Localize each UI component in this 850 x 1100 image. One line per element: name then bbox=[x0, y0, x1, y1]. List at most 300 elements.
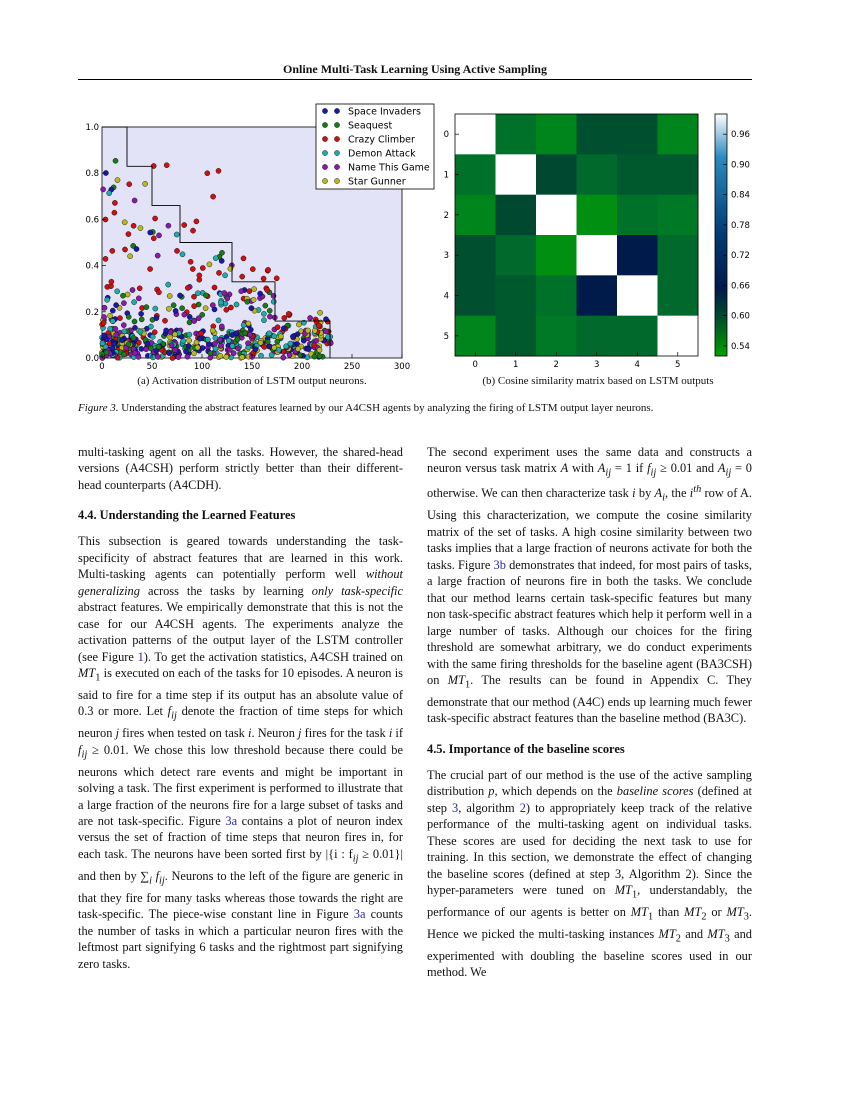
scatter-point bbox=[120, 338, 125, 343]
scatter-point bbox=[170, 355, 175, 360]
scatter-point bbox=[247, 289, 252, 294]
scatter-point bbox=[275, 339, 280, 344]
colorbar-tick-label: 0.66 bbox=[731, 281, 750, 292]
heatmap-y-tick-label: 2 bbox=[443, 210, 449, 221]
scatter-point bbox=[120, 293, 125, 298]
scatter-point bbox=[121, 323, 126, 328]
scatter-point bbox=[250, 267, 255, 272]
scatter-point bbox=[317, 353, 322, 358]
scatter-point bbox=[107, 313, 112, 318]
scatter-point bbox=[186, 343, 191, 348]
scatter-point bbox=[122, 329, 127, 334]
scatter-point bbox=[131, 223, 136, 228]
heatmap-cell bbox=[496, 235, 537, 276]
heatmap-y-tick-label: 3 bbox=[443, 251, 449, 262]
heatmap-cell bbox=[455, 235, 496, 276]
legend-label: Star Gunner bbox=[348, 176, 406, 188]
scatter-point bbox=[308, 315, 313, 320]
step-3-link[interactable]: 3 bbox=[452, 800, 459, 815]
scatter-point bbox=[223, 273, 228, 278]
legend-marker bbox=[334, 108, 339, 113]
scatter-point bbox=[162, 318, 167, 323]
scatter-point bbox=[107, 191, 112, 196]
heatmap-x-tick-label: 4 bbox=[634, 360, 640, 370]
left-paragraph-2: This subsection is geared towards understanding the task-specificity of abstract features that are learned in this work. Multi-tasking agents can potentially perform well without generalizing across the tasks by learning only task-specific abstract features. We empirically demonstrate that this is not the case for our A4CSH agents. The experiments analyze the activation patterns of the output layer of the LSTM controller (see Figure 1). To get the activation statistics, A4CSH trained on $MT_1$ is executed on each of the tasks for 10 episodes. A neuron is said to fire for a time step if its output has an absolute value of 0.3 or more. Let $f_{ij}$ denote the fraction of time steps for which neuron j fires when tested on task i. Neuron j fires for the task i if $f_{ij} \ge 0.01$. We chose this low threshold because there could be neurons which detect rare events and might be important in solving a task. The first experiment is performed to illustrate that a large fraction of the neurons fire for a large subset of tasks and are not task-specific. Figure 3a contains a plot of neuron index versus the set of fraction of time steps that neuron fires in, for each task. The neurons have been sorted first by |{i : $f_{ij} \ge 0.01\}|$ and then by $\sum_i$ $f_{ij}$. Neurons to the left of the figure are generic in that they fire for many tasks whereas those towards the right are task-specific. The piece-wise constant line in Figure 3a counts the number of tasks in which a particular neuron fires with the leftmost part signifying 6 tasks and the rightmost part signifying zero tasks. bbox=[78, 534, 404, 971]
scatter-point bbox=[114, 303, 119, 308]
scatter-point bbox=[155, 253, 160, 258]
scatter-point bbox=[156, 233, 161, 238]
scatter-point bbox=[151, 236, 156, 241]
scatter-point bbox=[282, 315, 287, 320]
legend-label: Crazy Climber bbox=[348, 134, 415, 146]
heatmap-cell bbox=[617, 195, 658, 236]
subcaption-b: (b) Cosine similarity matrix based on LSTM outputs bbox=[482, 375, 714, 387]
colorbar-tick-label: 0.84 bbox=[731, 190, 750, 201]
scatter-point bbox=[240, 355, 245, 360]
heatmap-cell bbox=[577, 275, 618, 316]
scatter-point bbox=[187, 332, 192, 337]
scatter-y-tick-label: 0.8 bbox=[85, 169, 99, 180]
scatter-y-tick-label: 0.0 bbox=[85, 354, 99, 364]
scatter-point bbox=[224, 354, 229, 359]
scatter-point bbox=[276, 347, 281, 352]
legend-marker bbox=[322, 178, 327, 183]
scatter-chart bbox=[85, 104, 434, 372]
scatter-point bbox=[210, 328, 215, 333]
heatmap-cell bbox=[455, 275, 496, 316]
legend-marker bbox=[322, 108, 327, 113]
legend-marker bbox=[322, 136, 327, 141]
scatter-point bbox=[182, 312, 187, 317]
heatmap-cell bbox=[455, 114, 496, 155]
scatter-point bbox=[191, 294, 196, 299]
legend-marker bbox=[334, 178, 339, 183]
scatter-point bbox=[156, 290, 161, 295]
scatter-point bbox=[143, 181, 148, 186]
scatter-point bbox=[114, 332, 119, 337]
scatter-point bbox=[183, 349, 188, 354]
heatmap-y-tick-label: 0 bbox=[443, 130, 449, 141]
scatter-point bbox=[267, 314, 272, 319]
scatter-y-tick-label: 0.2 bbox=[85, 307, 99, 318]
scatter-point bbox=[212, 341, 217, 346]
section-heading-4-4: 4.4. Understanding the Learned Features bbox=[78, 508, 296, 523]
right-paragraph-2: The crucial part of our method is the use of the active sampling distribution p, which depends on the baseline scores (defined at step 3, algorithm 2) to appropriately keep track of the relative performance of the multi-tasking agent on individual tasks. These scores are used for deciding the next task to use for training. In this section, we demonstrate the effect of changing the baseline scores (defined at step 3, Algorithm 2). Since the hyper-parameters were tuned on $MT_1$, understandably, the performance of our agents is better on $MT_1$ than $MT_2$ or $MT_3$. Hence we picked the multi-tasking instances $MT_2$ and $MT_3$ and experimented with doubling the baseline scores used in our method. We bbox=[427, 767, 753, 980]
heatmap-cell bbox=[617, 235, 658, 276]
scatter-point bbox=[258, 291, 263, 296]
scatter-point bbox=[239, 289, 244, 294]
heatmap-cell bbox=[658, 235, 699, 276]
scatter-point bbox=[194, 340, 199, 345]
scatter-point bbox=[192, 304, 197, 309]
scatter-point bbox=[324, 329, 329, 334]
heatmap-cell bbox=[496, 316, 537, 357]
scatter-point bbox=[216, 318, 221, 323]
scatter-point bbox=[134, 246, 139, 251]
scatter-point bbox=[139, 317, 144, 322]
scatter-x-tick-label: 50 bbox=[146, 362, 158, 372]
scatter-point bbox=[101, 187, 106, 192]
scatter-point bbox=[113, 158, 118, 163]
scatter-point bbox=[245, 341, 250, 346]
scatter-point bbox=[240, 274, 245, 279]
scatter-point bbox=[187, 320, 192, 325]
figure-3b-link[interactable]: 3b bbox=[493, 557, 506, 572]
legend-label: Demon Attack bbox=[348, 148, 416, 160]
scatter-point bbox=[318, 310, 323, 315]
heatmap-cell bbox=[617, 275, 658, 316]
colorbar-tick-label: 0.60 bbox=[731, 311, 750, 322]
scatter-point bbox=[103, 256, 108, 261]
heatmap-x-tick-label: 1 bbox=[513, 360, 519, 370]
scatter-point bbox=[190, 228, 195, 233]
scatter-point bbox=[185, 285, 190, 290]
scatter-point bbox=[136, 340, 141, 345]
scatter-point bbox=[265, 339, 270, 344]
left-column bbox=[78, 444, 403, 978]
heatmap-cells bbox=[455, 114, 699, 357]
colorbar-tick-label: 0.90 bbox=[731, 160, 750, 171]
scatter-point bbox=[177, 293, 182, 298]
scatter-point bbox=[213, 346, 218, 351]
scatter-point bbox=[192, 318, 197, 323]
scatter-y-tick-label: 0.6 bbox=[85, 215, 99, 226]
figure-caption-label: Figure 3. bbox=[78, 402, 119, 414]
scatter-point bbox=[121, 301, 126, 306]
scatter-point bbox=[148, 230, 153, 235]
figure-3 bbox=[0, 0, 850, 400]
heatmap-cell bbox=[658, 195, 699, 236]
heatmap-cell bbox=[496, 154, 537, 195]
scatter-point bbox=[121, 352, 126, 357]
heatmap-cell bbox=[658, 154, 699, 195]
heatmap-cell bbox=[658, 275, 699, 316]
colorbar-tick-label: 0.72 bbox=[731, 251, 750, 262]
subcaption-a: (a) Activation distribution of LSTM output neurons. bbox=[137, 375, 367, 387]
scatter-point bbox=[262, 344, 267, 349]
scatter-point bbox=[171, 303, 176, 308]
scatter-point bbox=[248, 332, 253, 337]
scatter-point bbox=[235, 346, 240, 351]
scatter-point bbox=[288, 341, 293, 346]
scatter-point bbox=[148, 324, 153, 329]
scatter-x-tick-label: 250 bbox=[343, 362, 361, 372]
scatter-point bbox=[263, 303, 268, 308]
scatter-point bbox=[252, 287, 257, 292]
scatter-point bbox=[203, 293, 208, 298]
scatter-point bbox=[167, 293, 172, 298]
scatter-point bbox=[199, 331, 204, 336]
figure-3a-link-2[interactable]: 3a bbox=[353, 907, 366, 922]
scatter-point bbox=[156, 354, 161, 359]
scatter-point bbox=[115, 289, 120, 294]
figure-caption-text: Understanding the abstract features learned by our A4CSH agents by analyzing the firing of LSTM output layer neurons. bbox=[118, 402, 654, 414]
scatter-point bbox=[130, 287, 135, 292]
scatter-point bbox=[253, 347, 258, 352]
scatter-point bbox=[234, 302, 239, 307]
colorbar-tick-label: 0.96 bbox=[731, 130, 750, 141]
figure-caption bbox=[78, 402, 758, 414]
scatter-point bbox=[205, 337, 210, 342]
heatmap-cell bbox=[617, 114, 658, 155]
scatter-point bbox=[287, 352, 292, 357]
scatter-point bbox=[110, 308, 115, 313]
scatter-point bbox=[104, 350, 109, 355]
heatmap-cell bbox=[536, 154, 577, 195]
scatter-point bbox=[241, 256, 246, 261]
colorbar bbox=[715, 114, 727, 356]
scatter-point bbox=[216, 168, 221, 173]
scatter-point bbox=[176, 355, 181, 360]
scatter-x-tick-label: 150 bbox=[243, 362, 261, 372]
scatter-point bbox=[197, 273, 202, 278]
scatter-point bbox=[166, 306, 171, 311]
scatter-point bbox=[269, 352, 274, 357]
heatmap-cell bbox=[577, 316, 618, 357]
scatter-point bbox=[246, 321, 251, 326]
scatter-point bbox=[225, 296, 230, 301]
scatter-point bbox=[281, 326, 286, 331]
scatter-point bbox=[251, 297, 256, 302]
scatter-point bbox=[200, 265, 205, 270]
legend-marker bbox=[334, 150, 339, 155]
scatter-point bbox=[128, 254, 133, 259]
scatter-point bbox=[110, 346, 115, 351]
scatter-point bbox=[166, 223, 171, 228]
scatter-point bbox=[112, 200, 117, 205]
scatter-point bbox=[190, 266, 195, 271]
heatmap-cell bbox=[577, 235, 618, 276]
scatter-point bbox=[173, 348, 178, 353]
scatter-point bbox=[317, 348, 322, 353]
scatter-point bbox=[115, 178, 120, 183]
scatter-point bbox=[166, 282, 171, 287]
scatter-point bbox=[316, 323, 321, 328]
scatter-point bbox=[100, 341, 105, 346]
scatter-point bbox=[328, 341, 333, 346]
scatter-point bbox=[153, 216, 158, 221]
legend-label: Space Invaders bbox=[348, 106, 421, 118]
scatter-point bbox=[213, 335, 218, 340]
scatter-point bbox=[249, 306, 254, 311]
heatmap-cell bbox=[658, 114, 699, 155]
heatmap-cell bbox=[536, 275, 577, 316]
scatter-point bbox=[205, 171, 210, 176]
scatter-point bbox=[138, 226, 143, 231]
scatter-point bbox=[272, 334, 277, 339]
scatter-point bbox=[212, 285, 217, 290]
scatter-point bbox=[126, 314, 131, 319]
heatmap-cell bbox=[577, 114, 618, 155]
scatter-point bbox=[219, 324, 224, 329]
scatter-point bbox=[272, 345, 277, 350]
scatter-point bbox=[167, 351, 172, 356]
scatter-point bbox=[195, 345, 200, 350]
scatter-point bbox=[191, 351, 196, 356]
scatter-point bbox=[216, 270, 221, 275]
scatter-point bbox=[138, 329, 143, 334]
heatmap-cell bbox=[577, 195, 618, 236]
scatter-point bbox=[296, 346, 301, 351]
scatter-point bbox=[144, 347, 149, 352]
scatter-point bbox=[182, 222, 187, 227]
scatter-point bbox=[156, 344, 161, 349]
scatter-point bbox=[305, 328, 310, 333]
scatter-x-tick-label: 100 bbox=[193, 362, 211, 372]
scatter-point bbox=[275, 325, 280, 330]
algorithm-2-link[interactable]: 2 bbox=[519, 800, 526, 815]
scatter-y-tick-label: 1.0 bbox=[85, 123, 99, 133]
scatter-point bbox=[228, 305, 233, 310]
scatter-point bbox=[148, 266, 153, 271]
scatter-point bbox=[126, 342, 131, 347]
scatter-point bbox=[132, 319, 137, 324]
scatter-point bbox=[102, 305, 107, 310]
scatter-point bbox=[196, 316, 201, 321]
scatter-point bbox=[151, 355, 156, 360]
scatter-point bbox=[110, 319, 115, 324]
scatter-point bbox=[127, 182, 132, 187]
scatter-point bbox=[139, 346, 144, 351]
scatter-x-tick-label: 200 bbox=[293, 362, 311, 372]
figure-1-link[interactable]: 1 bbox=[137, 649, 144, 664]
scatter-point bbox=[218, 300, 223, 305]
scatter-point bbox=[235, 337, 240, 342]
heatmap-cell bbox=[536, 114, 577, 155]
heatmap-chart bbox=[444, 114, 750, 370]
scatter-point bbox=[137, 286, 142, 291]
scatter-point bbox=[222, 290, 227, 295]
scatter-point bbox=[211, 194, 216, 199]
scatter-point bbox=[132, 300, 137, 305]
scatter-point bbox=[153, 306, 158, 311]
scatter-point bbox=[136, 296, 141, 301]
scatter-point bbox=[112, 210, 117, 215]
scatter-point bbox=[164, 328, 169, 333]
scatter-point bbox=[168, 335, 173, 340]
scatter-point bbox=[109, 279, 114, 284]
scatter-point bbox=[187, 338, 192, 343]
scatter-point bbox=[290, 334, 295, 339]
running-header: Online Multi-Task Learning Using Active Sampling bbox=[283, 62, 547, 76]
scatter-point bbox=[306, 347, 311, 352]
section-heading-4-5: 4.5. Importance of the baseline scores bbox=[427, 741, 625, 756]
scatter-point bbox=[278, 334, 283, 339]
legend-label: Seaquest bbox=[348, 120, 393, 132]
right-column bbox=[427, 444, 752, 987]
scatter-point bbox=[210, 303, 215, 308]
scatter-point bbox=[125, 292, 130, 297]
scatter-point bbox=[267, 331, 272, 336]
colorbar-tick-label: 0.78 bbox=[731, 220, 750, 231]
legend-marker bbox=[334, 136, 339, 141]
scatter-point bbox=[203, 306, 208, 311]
scatter-point bbox=[248, 327, 253, 332]
scatter-point bbox=[312, 328, 317, 333]
scatter-point bbox=[132, 198, 137, 203]
scatter-point bbox=[101, 320, 106, 325]
scatter-point bbox=[261, 318, 266, 323]
scatter-point bbox=[224, 307, 229, 312]
legend-marker bbox=[322, 164, 327, 169]
scatter-point bbox=[187, 314, 192, 319]
heatmap-cell bbox=[496, 195, 537, 236]
legend-marker bbox=[334, 164, 339, 169]
heatmap-cell bbox=[455, 316, 496, 357]
scatter-point bbox=[136, 354, 141, 359]
scatter-point bbox=[145, 341, 150, 346]
scatter-point bbox=[139, 311, 144, 316]
heatmap-cell bbox=[496, 114, 537, 155]
scatter-point bbox=[173, 308, 178, 313]
heatmap-y-tick-label: 5 bbox=[443, 331, 449, 342]
scatter-point bbox=[131, 336, 136, 341]
scatter-point bbox=[188, 259, 193, 264]
scatter-point bbox=[271, 299, 276, 304]
scatter-point bbox=[164, 163, 169, 168]
scatter-point bbox=[117, 316, 122, 321]
heatmap-cell bbox=[658, 316, 699, 357]
scatter-point bbox=[261, 276, 266, 281]
scatter-point bbox=[105, 297, 110, 302]
scatter-point bbox=[312, 354, 317, 359]
scatter-point bbox=[110, 248, 115, 253]
scatter-point bbox=[194, 219, 199, 224]
scatter-point bbox=[267, 308, 272, 313]
heatmap-cell bbox=[455, 195, 496, 236]
heatmap-cell bbox=[536, 316, 577, 357]
scatter-point bbox=[230, 343, 235, 348]
scatter-point bbox=[122, 247, 127, 252]
scatter-point bbox=[154, 316, 159, 321]
legend-marker bbox=[334, 122, 339, 127]
scatter-point bbox=[241, 323, 246, 328]
scatter-point bbox=[312, 343, 317, 348]
scatter-point bbox=[152, 330, 157, 335]
scatter-point bbox=[180, 306, 185, 311]
scatter-point bbox=[245, 299, 250, 304]
scatter-point bbox=[261, 311, 266, 316]
heatmap-cell bbox=[496, 275, 537, 316]
colorbar-tick-label: 0.54 bbox=[731, 341, 750, 352]
scatter-y-tick-label: 0.4 bbox=[85, 261, 99, 272]
heatmap-cell bbox=[617, 316, 658, 357]
heatmap-cell bbox=[617, 154, 658, 195]
scatter-point bbox=[174, 232, 179, 237]
heatmap-cell bbox=[536, 195, 577, 236]
heatmap-x-tick-label: 0 bbox=[472, 360, 478, 370]
scatter-point bbox=[218, 337, 223, 342]
scatter-point bbox=[234, 331, 239, 336]
scatter-point bbox=[101, 314, 106, 319]
figure-3a-link[interactable]: 3a bbox=[225, 814, 238, 829]
scatter-point bbox=[296, 322, 301, 327]
scatter-point bbox=[226, 338, 231, 343]
legend-marker bbox=[322, 150, 327, 155]
heatmap-x-tick-label: 2 bbox=[553, 360, 559, 370]
scatter-point bbox=[265, 287, 270, 292]
scatter-point bbox=[122, 220, 127, 225]
heatmap-x-tick-label: 3 bbox=[594, 360, 600, 370]
scatter-point bbox=[113, 326, 118, 331]
scatter-point bbox=[104, 337, 109, 342]
heatmap-cell bbox=[455, 154, 496, 195]
scatter-point bbox=[266, 267, 271, 272]
heatmap-y-tick-label: 1 bbox=[443, 170, 449, 181]
scatter-point bbox=[301, 338, 306, 343]
scatter-point bbox=[286, 311, 291, 316]
scatter-point bbox=[258, 353, 263, 358]
